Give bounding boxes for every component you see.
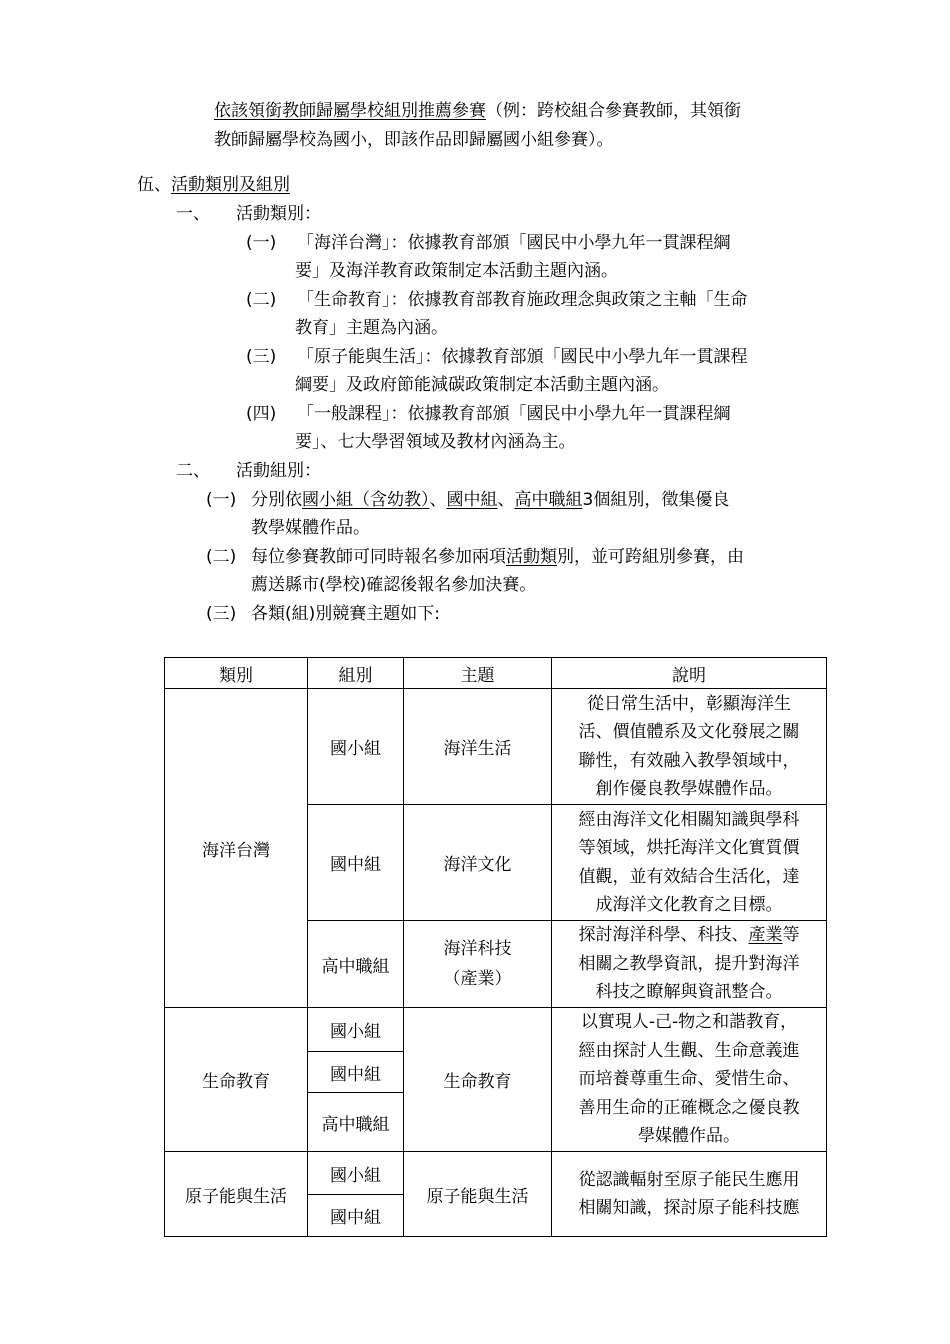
section-heading: [137, 173, 290, 197]
desc-line: 善用生命的正確概念之優良教: [578, 1097, 800, 1118]
subsection-title: 活動組別：: [236, 461, 321, 481]
group-cell: 國小組: [308, 689, 404, 805]
list-item-number: (一): [246, 233, 277, 253]
list-item-number: (一): [206, 490, 237, 510]
theme-line: （產業）: [443, 969, 512, 989]
list-item-number: (四): [246, 404, 277, 424]
group-junior: 國中組: [446, 490, 498, 510]
desc-line: 經由探討人生觀、生命意義進: [578, 1040, 800, 1061]
theme-cell: [404, 921, 552, 1008]
desc-line: 從認識輻射至原子能民生應用: [578, 1169, 800, 1190]
intro-line-1: [214, 99, 741, 123]
desc-line: 活、價值體系及文化發展之關: [578, 722, 800, 742]
text-span: 、: [497, 490, 515, 510]
text-span: 3個組別，徵集優良: [582, 490, 730, 510]
group-cell: 高中職組: [308, 921, 404, 1008]
underlined-word: 產業: [748, 925, 783, 946]
group-cell: 國中組: [308, 1052, 404, 1093]
group-elementary: 國小組（含幼教）: [302, 490, 430, 510]
header-theme: 主題: [404, 658, 552, 689]
desc-line: 相關知識，探討原子能科技應: [578, 1198, 800, 1218]
description-cell: [552, 689, 827, 805]
group-cell: 國小組: [308, 1008, 404, 1052]
section-title: 活動類別及組別: [171, 175, 290, 195]
theme-line: 海洋科技: [443, 939, 512, 959]
desc-line: 值觀，並有效結合生活化，達: [578, 866, 800, 887]
desc-line: 成海洋文化教育之目標。: [595, 895, 783, 915]
list-item-text: 教學媒體作品。: [251, 518, 370, 538]
list-item-text: 要」、七大學習領域及教材內涵為主。: [295, 432, 576, 452]
desc-line: 從日常生活中，彰顯海洋生: [587, 693, 791, 714]
group-cell: 國小組: [308, 1152, 404, 1195]
list-item-number: (三): [206, 604, 237, 624]
list-item-text: [251, 488, 729, 512]
table-row: [165, 1008, 827, 1052]
desc-line: 經由海洋文化相關知識與學科: [578, 809, 800, 830]
theme-cell: 原子能與生活: [404, 1152, 552, 1237]
category-cell: 海洋台灣: [165, 689, 308, 1008]
table-row: [165, 689, 827, 805]
list-item-text: 要」及海洋教育政策制定本活動主題內涵。: [295, 261, 618, 281]
list-item-number: (二): [246, 290, 277, 310]
desc-line: 聯性，有效融入教學領域中，: [578, 750, 800, 771]
list-item-text: 教育」主題為內涵。: [295, 318, 448, 338]
subsection-number: 一、: [176, 204, 210, 224]
description-cell: [552, 1152, 827, 1237]
desc-line: 而培養尊重生命、愛惜生命、: [578, 1069, 800, 1090]
desc-line: 以實現人-己-物之和諧教育，: [580, 1012, 798, 1033]
text-span: 別，並可跨組別參賽，由: [557, 547, 744, 567]
category-cell: 生命教育: [165, 1008, 308, 1152]
category-underlined: 活動類: [506, 547, 557, 567]
table-row: [165, 1152, 827, 1195]
desc-line: 學媒體作品。: [638, 1126, 740, 1147]
category-cell: 原子能與生活: [165, 1152, 308, 1237]
group-cell: 國中組: [308, 1195, 404, 1237]
text-span: 、: [429, 490, 447, 510]
intro-line-2: 教師歸屬學校為國小，即該作品即歸屬國小組參賽）。: [214, 130, 614, 150]
intro-underlined-text: 依該領銜教師歸屬學校組別推薦參賽: [214, 101, 486, 121]
group-cell: 高中職組: [308, 1093, 404, 1152]
table-header-row: [165, 658, 827, 689]
subsection-number: 二、: [176, 461, 210, 481]
list-item-text: 各類(組)別競賽主題如下:: [251, 604, 440, 624]
theme-cell: 海洋生活: [404, 689, 552, 805]
desc-line: 相關之教學資訊，提升對海洋: [578, 953, 800, 974]
list-item-text: [251, 545, 744, 569]
list-item-text: 「一般課程」：依據教育部頒「國民中小學九年一貫課程綱: [297, 404, 731, 424]
group-senior: 高中職組: [514, 490, 583, 510]
description-cell: [552, 1008, 827, 1152]
header-category: 類別: [165, 658, 308, 689]
list-item-text: 綱要」及政府節能減碳政策制定本活動主題內涵。: [295, 375, 669, 395]
description-cell: [552, 921, 827, 1008]
group-cell: 國中組: [308, 805, 404, 921]
text-span: 分別依: [251, 490, 302, 510]
header-description: 說明: [552, 658, 827, 689]
text-span: 探討海洋科學、科技、: [578, 925, 749, 946]
theme-cell: 生命教育: [404, 1008, 552, 1152]
section-number: 伍、: [137, 175, 171, 195]
desc-line: [552, 921, 826, 950]
desc-line: 等領域，烘托海洋文化實質價: [578, 838, 800, 858]
intro-text: （例：跨校組合參賽教師，其領銜: [486, 101, 741, 121]
list-item-text: 「原子能與生活」：依據教育部頒「國民中小學九年一貫課程: [297, 347, 748, 367]
text-span: 等: [782, 925, 800, 946]
list-item-text: 薦送縣市(學校)確認後報名參加決賽。: [251, 575, 537, 595]
header-group: 組別: [308, 658, 404, 689]
list-item-number: (二): [206, 547, 237, 567]
list-item-number: (三): [246, 347, 277, 367]
list-item-text: 「海洋台灣」：依據教育部頒「國民中小學九年一貫課程綱: [297, 233, 731, 253]
theme-cell: 海洋文化: [404, 805, 552, 921]
text-span: 每位參賽教師可同時報名參加兩項: [251, 547, 506, 567]
competition-table: [164, 657, 827, 1237]
description-cell: [552, 805, 827, 921]
desc-line: 科技之瞭解與資訊整合。: [595, 982, 783, 1003]
desc-line: 創作優良教學媒體作品。: [595, 779, 783, 799]
list-item-text: 「生命教育」：依據教育部教育施政理念與政策之主軸「生命: [297, 290, 748, 310]
subsection-title: 活動類別：: [236, 204, 321, 224]
